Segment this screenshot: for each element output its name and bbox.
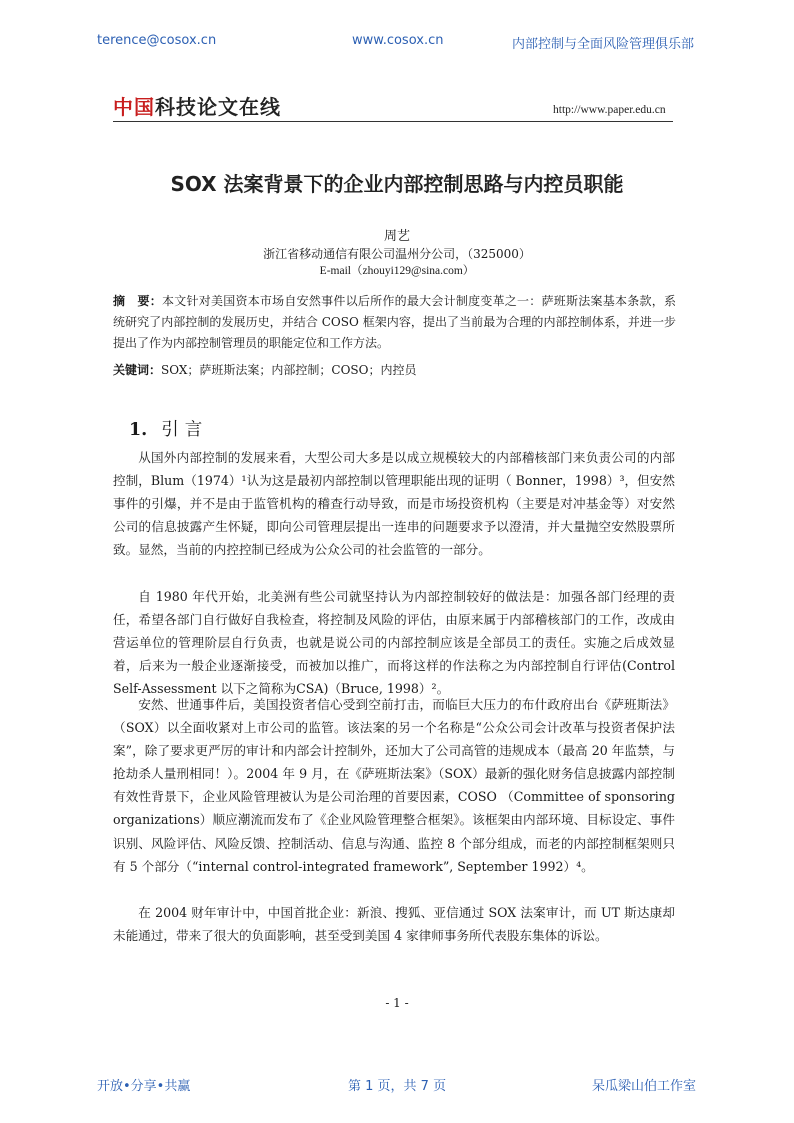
author-name: 周艺 (383, 229, 410, 244)
author-affiliation: 浙江省移动通信有限公司温州分公司，（325000） (263, 247, 531, 261)
keywords-label: 关键词： (113, 363, 162, 377)
logo-part-red: 中国 (113, 95, 155, 119)
header-club-link[interactable]: 内部控制与全面风险管理俱乐部 (512, 37, 695, 52)
body-paragraph-1: 从国外内部控制的发展来看，大型公司大多是以成立规模较大的内部稽核部门来负责公司的内部控制，Blum（1974）¹认为这是最初内部控制以管理职能出现的证明（ Bonner，1998）³，但安然事件的引爆，并不是由于监管机构的稽查行动导致，而是市场投资机构（主要是对冲基金等）对安然公司的信息披露产生怀疑，即向公司管理层提出一连串的问题要求予以澄清，并大量抛空安然股票所致。显然，当前的内控控制已经成为公众公司的社会监管的一部分。 (113, 450, 675, 558)
paper-title: SOX 法案背景下的企业内部控制思路与内控员职能 (170, 172, 624, 196)
header-site-link[interactable]: www.cosox.cn (352, 33, 444, 48)
keywords-text: SOX；萨班斯法案；内部控制；COSO；内控员 (161, 363, 417, 377)
body-paragraph-4: 在 2004 财年审计中，中国首批企业：新浪、搜狐、亚信通过 SOX 法案审计，而 UT 斯达康却未能通过，带来了很大的负面影响，甚至受到美国 4 家律师事务所代表股东集体的诉讼。 (113, 905, 675, 944)
footer-slogan: 开放•分享•共赢 (97, 1079, 191, 1094)
keywords (113, 360, 676, 381)
page-number: - 1 - (385, 996, 409, 1010)
header-divider (113, 121, 673, 122)
body-paragraph-3: 安然、世通事件后，美国投资者信心受到空前打击，而临巨大压力的布什政府出台《萨班斯法》（SOX）以全面收紧对上市公司的监管。该法案的另一个名称是“公众公司会计改革与投资者保护法案”，除了要求更严厉的审计和内部会计控制外，还加大了公司高管的违规成本（最高 20 年监禁，与抢劫杀人量刑相同！）。2004 年 9 月，在《萨班斯法案》（SOX）最新的强化财务信息披露内部控制有效性背景下，企业风险管理被认为是公司治理的首要因素，COSO （Committee of sponsoring organizations）顺应潮流而发布了《企业风险管理整合框架》。该框架由内部环境、目标设定、事件识别、风险评估、风险反馈、控制活动、信息与沟通、监控 8 个部分组成，而老的内部控制框架则只有 5 个部分（“internal control-integrated framework”, September 1992）⁴。 (113, 697, 675, 874)
abstract-label: 摘 要： (113, 294, 162, 308)
section-heading (129, 416, 208, 441)
footer-page-count: 第 1 页，共 7 页 (348, 1079, 447, 1094)
abstract-text: 本文针对美国资本市场自安然事件以后所作的最大会计制度变革之一：萨班斯法案基本条款，系统研究了内部控制的发展历史，并结合 COSO 框架内容，提出了当前最为合理的内部控制体系，并进一步提出了作为内部控制管理员的职能定位和工作方法。 (113, 294, 676, 350)
section-title: 引言 (161, 420, 209, 440)
body-paragraph-2: 自 1980 年代开始，北美洲有些公司就坚持认为内部控制较好的做法是：加强各部门经理的责任，希望各部门自行做好自我检查，将控制及风险的评估，由原来属于内部稽核部门的工作，改成由营运单位的管理阶层自行负责，也就是说公司的内部控制应该是全部员工的责任。实施之后成效显着，后来为一般企业逐渐接受，而被加以推广，而将这样的作法称之为内部控制自行评估(Control Self-Assessment 以下之简称为CSA)（Bruce, 1998）²。 (113, 589, 675, 697)
section-number: 1. (129, 420, 148, 440)
abstract (113, 291, 676, 354)
logo-part-dark: 科技论文在线 (155, 95, 281, 119)
header-email-link[interactable]: terence@cosox.cn (97, 33, 217, 48)
author-email: E-mail（zhouyi129@sina.com） (319, 265, 475, 277)
footer-studio: 呆瓜梁山伯工作室 (592, 1079, 697, 1094)
journal-logo (113, 92, 281, 120)
paper-url[interactable]: http://www.paper.edu.cn (553, 104, 666, 116)
